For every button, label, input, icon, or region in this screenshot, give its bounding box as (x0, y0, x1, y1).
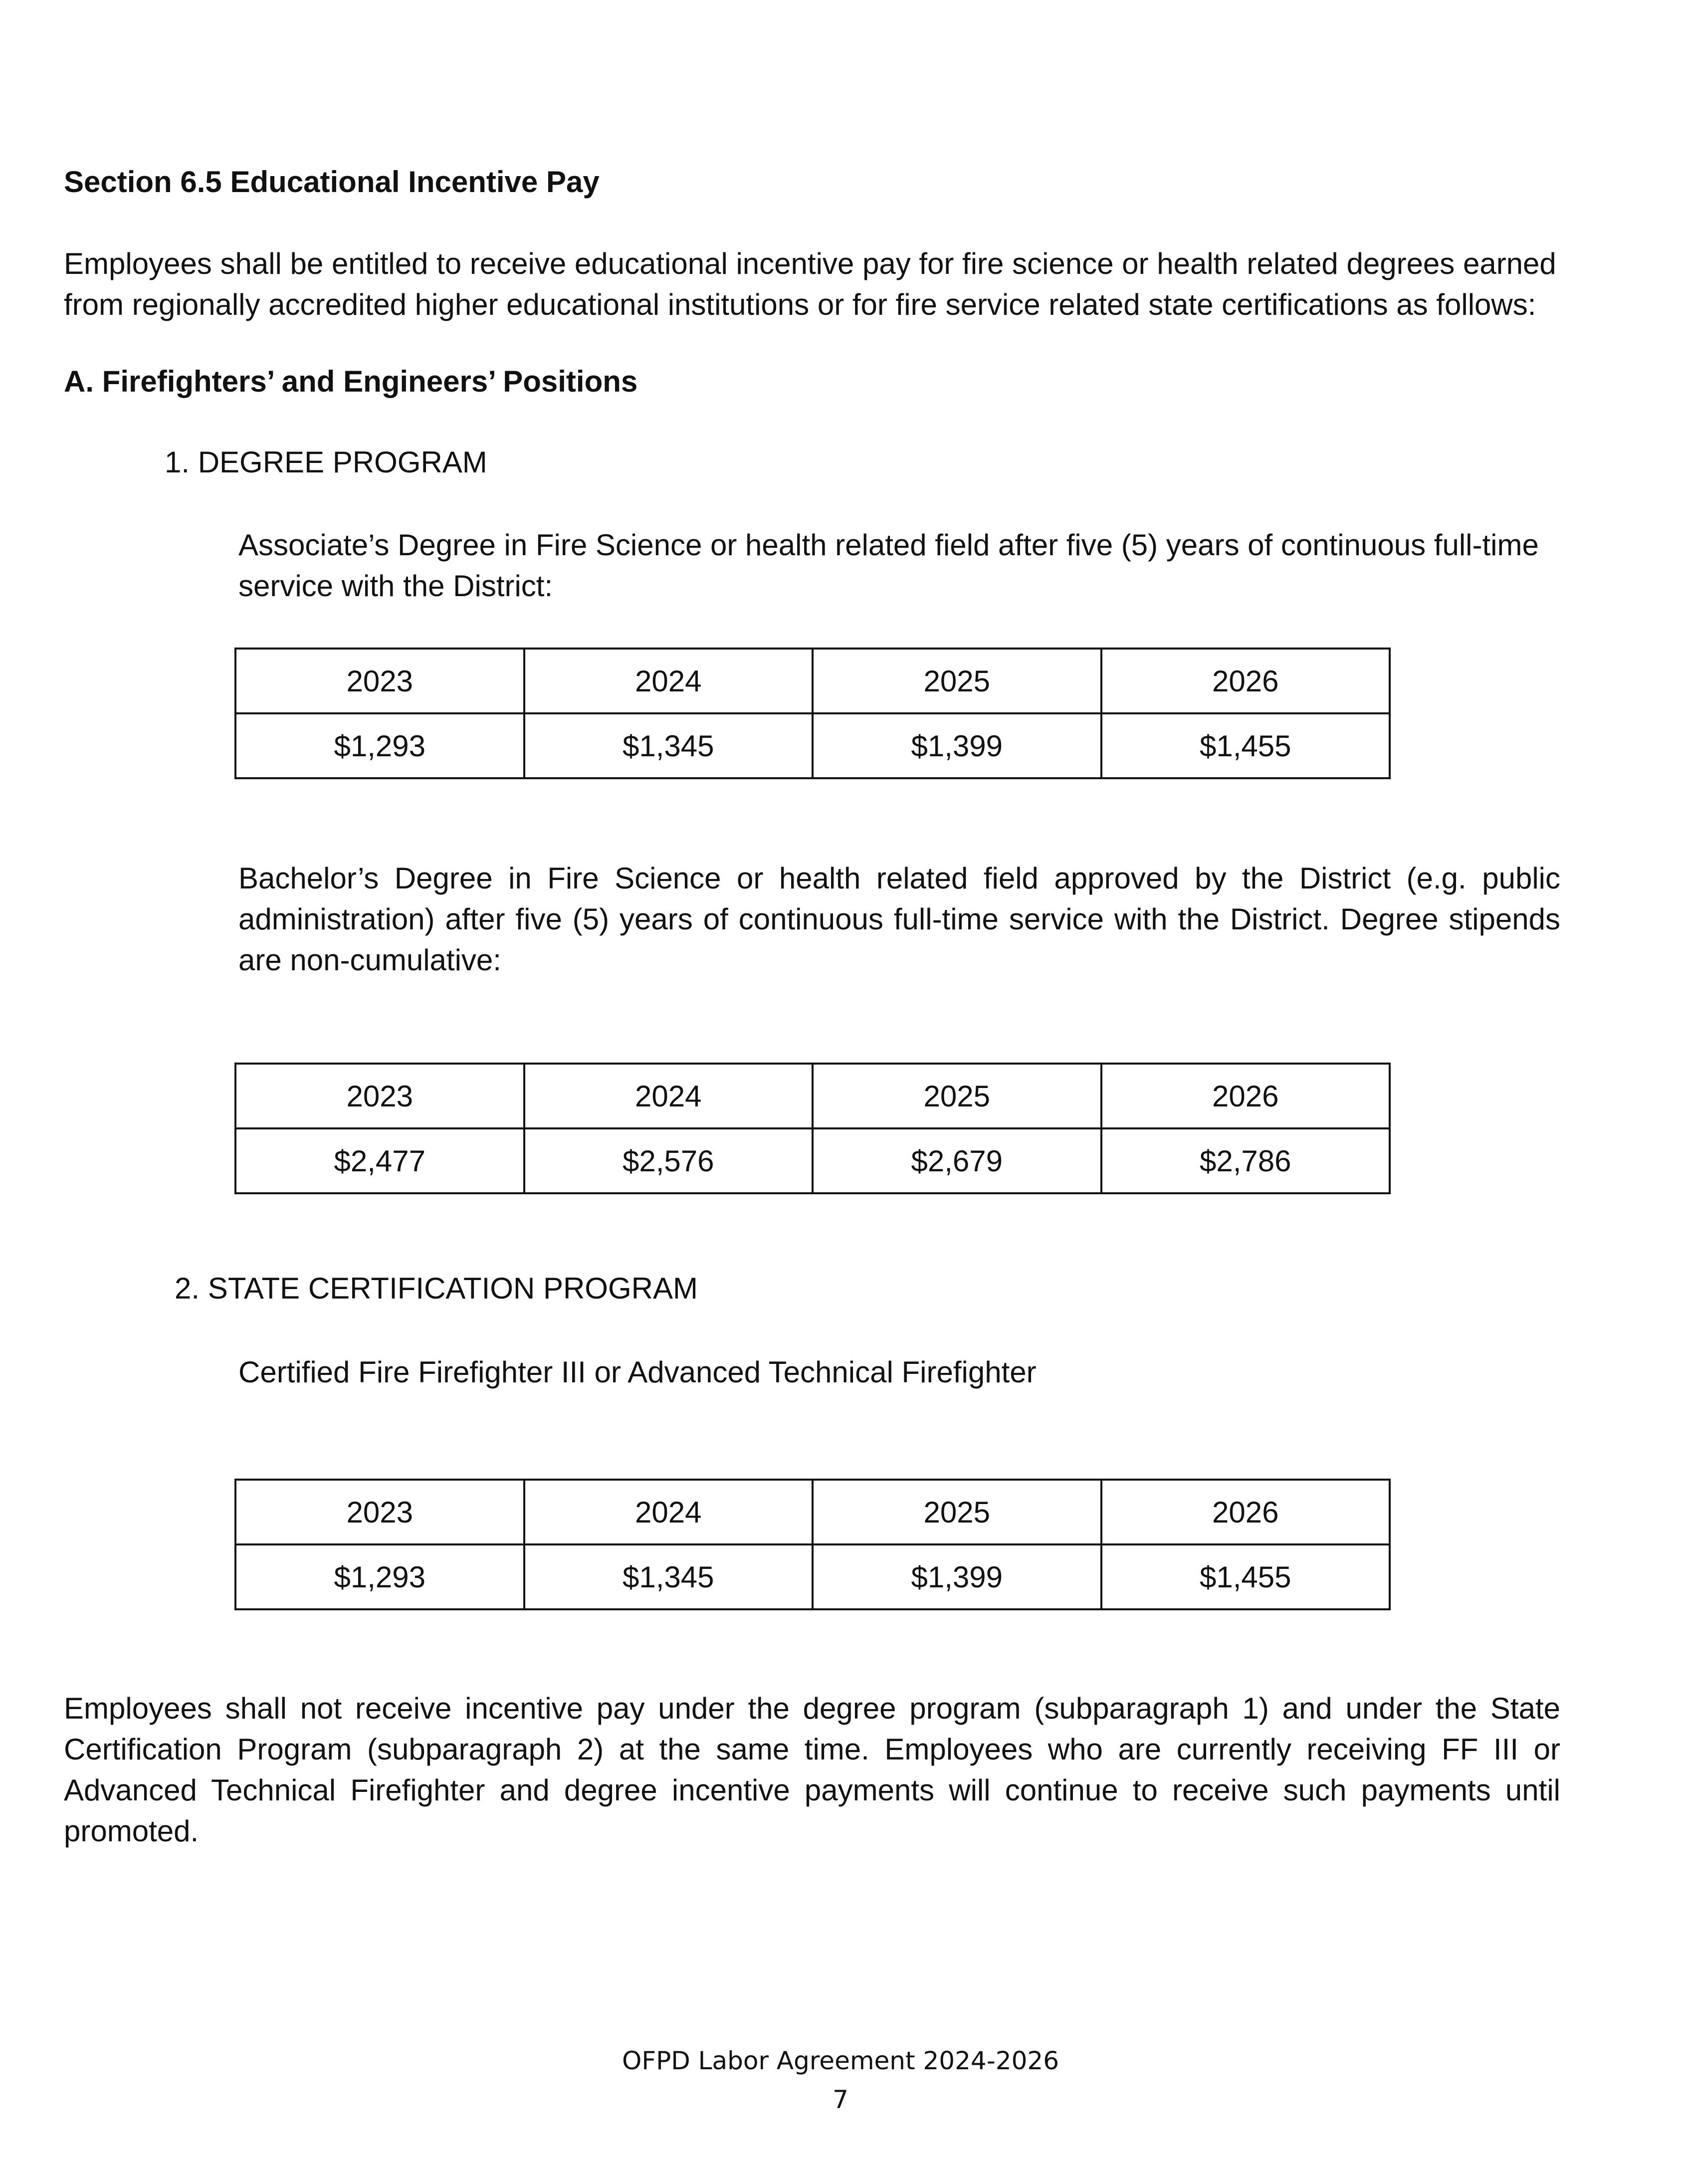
degree-program-heading: 1. DEGREE PROGRAM (165, 445, 487, 479)
year-cell: 2025 (813, 649, 1101, 713)
section-title: Section 6.5 Educational Incentive Pay (64, 165, 600, 199)
amount-cell: $1,399 (813, 713, 1101, 778)
year-cell: 2026 (1101, 1064, 1390, 1128)
year-cell: 2024 (524, 1480, 813, 1544)
associate-degree-description: Associate’s Degree in Fire Science or health related field after five (5) years of continuous full-time service with the District: (238, 528, 1539, 603)
state-certification-description: Certified Fire Firefighter III or Advanced Technical Firefighter (238, 1355, 1037, 1389)
amount-cell: $1,455 (1101, 1544, 1390, 1609)
year-cell: 2025 (813, 1064, 1101, 1128)
table-header-row (235, 1480, 1390, 1544)
amount-cell: $2,786 (1101, 1128, 1390, 1193)
associate-degree-pay-table (234, 648, 1391, 779)
subsection-title: A. Firefighters’ and Engineers’ Positions (64, 365, 638, 398)
closing-paragraph: Employees shall not receive incentive pay under the degree program (subparagraph 1) and under the State Certification Program (subparagraph 2) at the same time. Employees who are currently receiving FF III or Advanced Technical Firefighter and degree incentive payments will continue to receive such payments until promoted. (64, 1692, 1560, 1848)
amount-cell: $1,345 (524, 1544, 813, 1609)
year-cell: 2026 (1101, 649, 1390, 713)
table-header-row (235, 649, 1390, 713)
amount-cell: $1,345 (524, 713, 813, 778)
page-number: 7 (833, 2085, 848, 2114)
bachelor-degree-pay-table (234, 1063, 1391, 1194)
table-row (235, 1544, 1390, 1609)
amount-cell: $2,576 (524, 1128, 813, 1193)
bachelor-degree-description: Bachelor’s Degree in Fire Science or health related field approved by the District (e.g. public administration) after five (5) years of continuous full-time service with the District. Degree stipends are non-cumulative: (238, 862, 1560, 977)
year-cell: 2025 (813, 1480, 1101, 1544)
table-row (235, 713, 1390, 778)
year-cell: 2026 (1101, 1480, 1390, 1544)
amount-cell: $2,679 (813, 1128, 1101, 1193)
table-row (235, 1128, 1390, 1193)
state-certification-heading: 2. STATE CERTIFICATION PROGRAM (175, 1272, 698, 1305)
year-cell: 2024 (524, 649, 813, 713)
year-cell: 2023 (235, 649, 524, 713)
year-cell: 2023 (235, 1480, 524, 1544)
amount-cell: $1,455 (1101, 713, 1390, 778)
footer-title: OFPD Labor Agreement 2024-2026 (622, 2046, 1059, 2075)
intro-paragraph: Employees shall be entitled to receive educational incentive pay for fire science or health related degrees earned from regionally accredited higher educational institutions or for fire service related state certifications as follows: (64, 247, 1556, 321)
table-header-row (235, 1064, 1390, 1128)
amount-cell: $1,399 (813, 1544, 1101, 1609)
year-cell: 2023 (235, 1064, 524, 1128)
amount-cell: $1,293 (235, 713, 524, 778)
amount-cell: $1,293 (235, 1544, 524, 1609)
year-cell: 2024 (524, 1064, 813, 1128)
amount-cell: $2,477 (235, 1128, 524, 1193)
state-certification-pay-table (234, 1479, 1391, 1610)
